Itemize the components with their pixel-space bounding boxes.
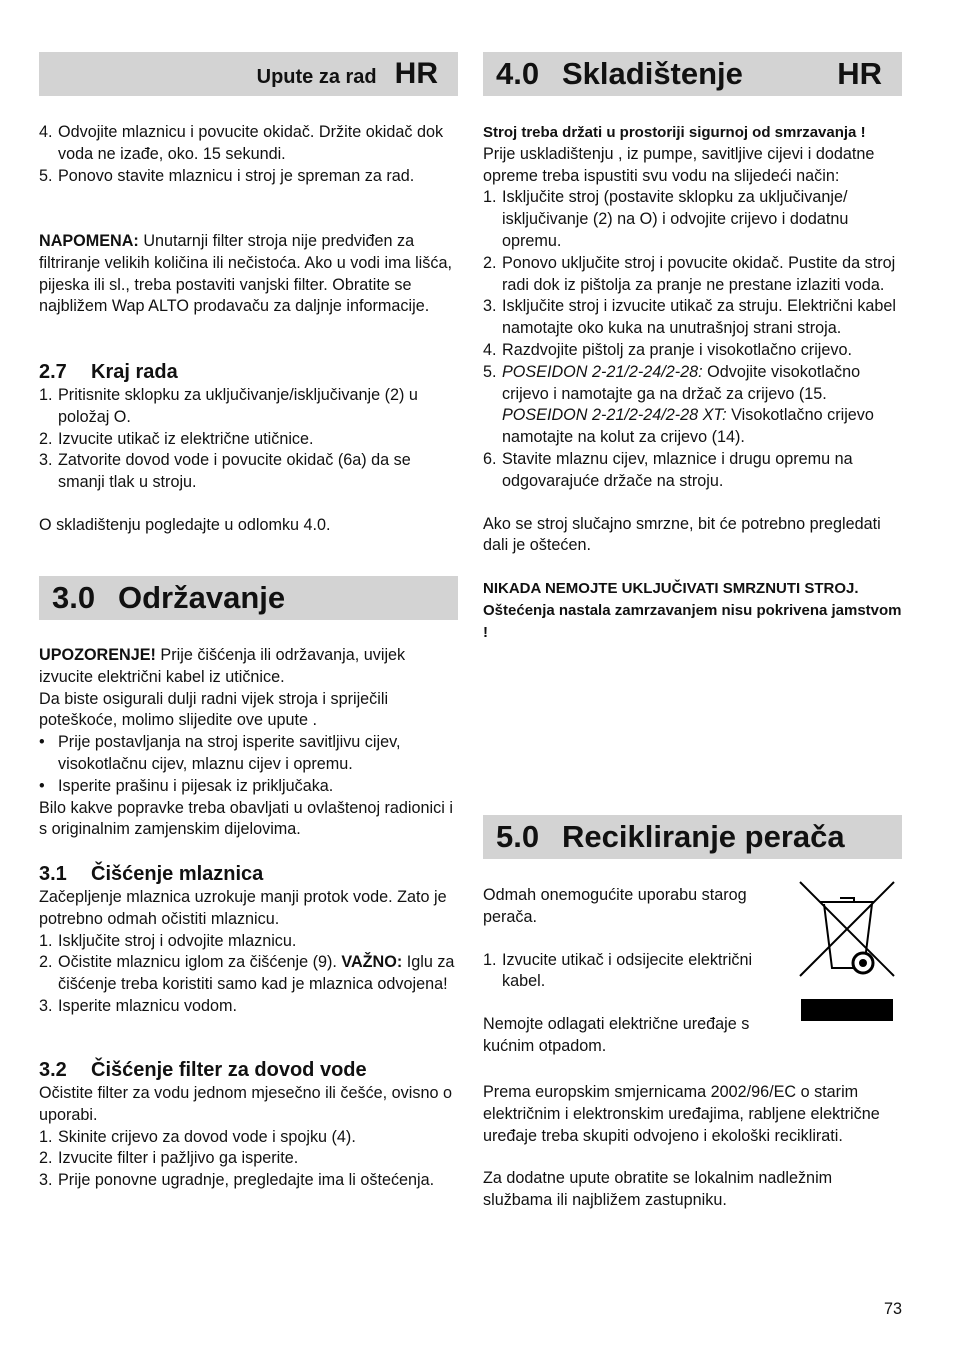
list-item: 5. POSEIDON 2-21/2-24/2-28: Odvojite visokotlačno crijevo i namotajte ga na držač za crijevo (15. POSEIDON 2-21/2-24/2-28 XT: Visokotlačno crijevo namotajte na kolut za crijevo (14). [483, 362, 874, 447]
bullet-item: • Isperite prašinu i pijesak iz priključaka. [39, 776, 334, 795]
section-heading: 3.2 Čišćenje filter za dovod vode [39, 1059, 367, 1081]
section-3-1: 3.1 Čišćenje mlaznica Začepljenje mlaznica uzrokuje manji protok vode. Zato je potrebno odmah očistiti mlaznicu. 1. Isključite stroj i odvojite mlaznicu. 2. Očistite mlaznicu iglom za čišćenje (9). VAŽNO: Iglu za čišćenje treba koristiti samo kad je mlaznica odvojena! 3. Isperite mlaznicu vodom. [39, 861, 459, 1018]
list-item: 2. Izvucite filter i pažljivo ga isperite. [39, 1149, 299, 1168]
list-item: 1. Isključite stroj i odvojite mlaznicu. [39, 931, 297, 950]
list-item: 6. Stavite mlaznu cijev, mlaznice i drugu opremu na odgovarajuće držače na stroju. [483, 449, 853, 490]
list-item: 2. Očistite mlaznicu iglom za čišćenje (9). VAŽNO: Iglu za čišćenje treba koristiti samo kad je mlaznica odvojena! [39, 953, 455, 994]
section-bar-4-0: 4.0 Skladištenje HR [483, 52, 902, 96]
list-item: 1. Pritisnite sklopku za uključivanje/isključivanje (2) u položaj O. [39, 386, 418, 426]
list-item: 1. Izvucite utikač i odsijecite električni kabel. [483, 950, 753, 991]
intro-list [39, 122, 459, 187]
note-paragraph: NAPOMENA: Unutarnji filter stroja nije predviđen za filtriranje velikih količina ili nečistoća. Ako u vodi ima lišća, pijeska ili sl., treba postaviti vanjski filter. Obratite se najbližem Wap ALTO prodavaču za daljnje informacije. [39, 232, 452, 316]
section-5-0-body: Odmah onemogućite uporabu starog perača. 1. Izvucite utikač i odsijecite električni kabel. Nemojte odlagati električne uređaje s kućnim otpadom. [483, 885, 793, 1058]
weee-crossed-bin-icon [798, 880, 896, 978]
language-code: HR [394, 57, 438, 90]
section-title: Recikliranje perača [562, 819, 845, 854]
section-2-7 [39, 359, 459, 537]
section-3-2: 3.2 Čišćenje filter za dovod vode Očistite filter za vodu jednom mjesečno ili češće, ovisno o uporabi. 1. Skinite crijevo za dovod vode i spojku (4). 2. Izvucite filter i pažljivo ga isperite. 3. Prije ponovne ugradnje, pregledajte ima li oštećenja. [39, 1057, 459, 1192]
language-code: HR [837, 56, 882, 91]
page-number: 73 [883, 1300, 902, 1318]
section-heading: 2.7 Kraj rada [39, 361, 178, 383]
list-item: 5. Ponovo stavite mlaznicu i stroj je spreman za rad. [39, 166, 415, 185]
warning-paragraph: UPOZORENJE! Prije čišćenja ili održavanja, uvijek izvucite električni kabel iz utičnice. [39, 646, 406, 686]
section-bar-5-0: 5.0 Recikliranje perača [483, 815, 902, 859]
section-heading: 3.1 Čišćenje mlaznica [39, 863, 264, 885]
black-bar [801, 999, 893, 1021]
list-item: 2. Ponovo uključite stroj i povucite okidač. Pustite da stroj radi dok iz pištolja za pranje ne prestane izlaziti voda. [483, 253, 896, 294]
list-item: 3. Isključite stroj i izvucite utikač za struju. Električni kabel namotajte oko kuka na unutrašnjoj strani stroja. [483, 297, 897, 338]
section-4-0-body: Stroj treba držati u prostoriji sigurnoj od smrzavanja ! Prije uskladištenju , iz pumpe, savitljive cijevi i dodatne opreme treba ispustiti svu vodu na slijedeći način: 1. Isključite stroj (postavite sklopku za uključivanje/ isključivanje (2) na O) i odvojite crijevo i dodatnu opremu. 2. Ponovo uključite stroj i povucite okidač. Pustite da stroj radi dok iz pištolja za pranje ne prestane izlaziti voda. 3. Isključite stroj i izvucite utikač za struju. Električni kabel namotajte oko kuka na unutrašnjoj strani stroja. 4. Razdvojite pištolj za pranje i visokotlačno crijevo. 5. POSEIDON 2-21/2-24/2-28: Odvojite visokotlačno crijevo i namotajte ga na držač za crijevo (15. POSEIDON 2-21/2-24/2-28 XT: Visokotlačno crijevo namotajte na kolut za crijevo (14). 6. Stavite mlaznu cijev, mlaznice i drugu opremu na odgovarajuće držače na stroju. Ako se stroj slučajno smrzne, bit će potrebno pregledati dali je oštećen. NIKADA NEMOJTE UKLJUČIVATI SMRZNUTI STROJ. Oštećenja nastala zamrzavanjem nisu pokrivena jamstvom ! [483, 124, 902, 641]
list-item: 2. Izvucite utikač iz električne utičnice. [39, 429, 314, 448]
section-title: Skladištenje [562, 56, 743, 91]
list-item: 4. Razdvojite pištolj za pranje i visokotlačno crijevo. [483, 340, 852, 359]
list-item: 1. Skinite crijevo za dovod vode i spojku (4). [39, 1127, 356, 1146]
section-title: Održavanje [118, 580, 286, 615]
list-item: 3. Isperite mlaznicu vodom. [39, 996, 238, 1015]
section-bar-3-0: 3.0 Održavanje [39, 576, 458, 620]
bullet-item: • Prije postavljanja na stroj isperite savitljivu cijev, visokotlačnu cijev, mlaznu cijev i opremu. [39, 733, 401, 773]
list-item: 3. Prije ponovne ugradnje, pregledajte ima li oštećenja. [39, 1171, 435, 1190]
header-bar-left [39, 52, 458, 96]
note-label: NAPOMENA: [39, 232, 139, 250]
section-3-0-body: UPOZORENJE! Prije čišćenja ili održavanja, uvijek izvucite električni kabel iz utičnice. Da biste osigurali dulji radni vijek stroja i spriječili poteškoće, molimo slijedite ove upute . • Prije postavljanja na stroj isperite savitljivu cijev, visokotlačnu cijev, mlaznu cijev i opremu. • Isperite prašinu i pijesak iz priključaka. Bilo kakve popravke treba obavljati u ovlaštenoj radionici i s originalnim zamjenskim dijelovima. [39, 645, 459, 841]
list-item: 3. Zatvorite dovod vode i povucite okidač (6a) da se smanji tlak u stroju. [39, 451, 411, 492]
section-5-0-body-2: Prema europskim smjernicama 2002/96/EC o starim električnim i elektronskim uređajima, rabljene električne uređaje treba skupiti odvojeno i ekološki reciklirati. Za dodatne upute obratite se lokalnim nadležnim službama ili najbližem zastupniku. [483, 1083, 880, 1210]
list-item: 1. Isključite stroj (postavite sklopku za uključivanje/ isključivanje (2) na O) i odvojite crijevo i dodatnu opremu. [483, 188, 849, 250]
list-item: 4. Odvojite mlaznicu i povucite okidač. Držite okidač dok voda ne izađe, oko. 15 sekundi. [39, 123, 444, 163]
storage-reference: O skladištenju pogledajte u odlomku 4.0. [39, 515, 331, 534]
header-subtitle: Upute za rad [256, 65, 377, 88]
